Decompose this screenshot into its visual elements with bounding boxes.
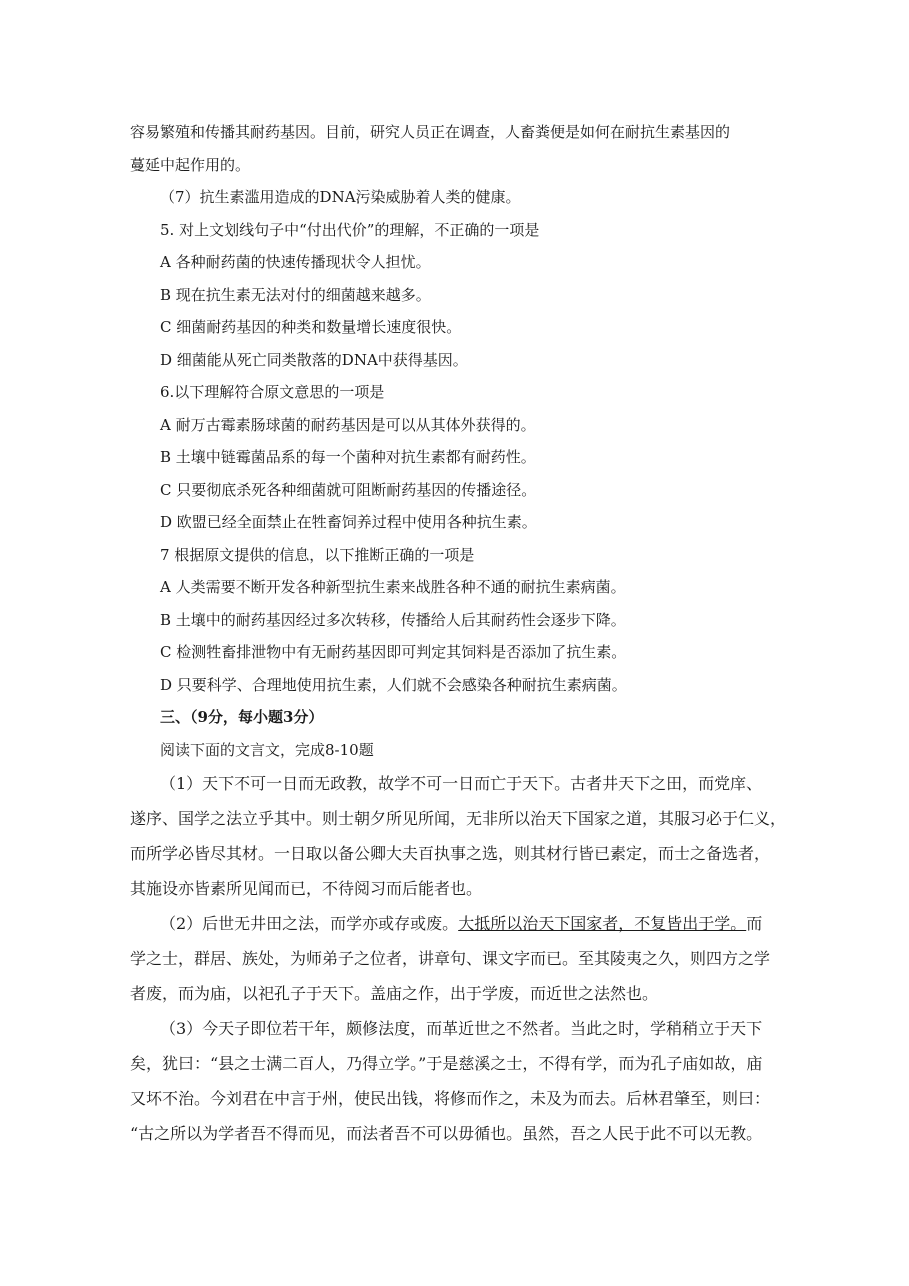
passage-line: 容易繁殖和传播其耐药基因。目前，研究人员正在调查，人畜粪便是如何在耐抗生素基因的 xyxy=(130,123,731,141)
document-page xyxy=(130,116,790,1151)
question-7-option-d: D 只要科学、合理地使用抗生素，人们就不会感染各种耐抗生素病菌。 xyxy=(160,675,627,694)
classical-text: 而 xyxy=(746,914,763,933)
classical-line: “古之所以为学者吾不得而见，而法者吾不可以毋循也。虽然，吾之人民于此不可以无教。 xyxy=(130,1124,763,1143)
question-6-option-b: B 土壤中链霉菌品系的每一个菌种对抗生素都有耐药性。 xyxy=(160,448,536,466)
underlined-sentence: 大抵所以治天下国家者，不复皆出于学。 xyxy=(458,914,747,933)
question-5-stem: 5. 对上文划线句子中“付出代价”的理解，不正确的一项是 xyxy=(160,220,540,239)
question-5-option-c: C 细菌耐药基因的种类和数量增长速度很快。 xyxy=(160,318,462,336)
question-7-option-c: C 检测牲畜排泄物中有无耐药基因即可判定其饲料是否添加了抗生素。 xyxy=(160,643,627,661)
question-7-option-a: A 人类需要不断开发各种新型抗生素来战胜各种不通的耐抗生素病菌。 xyxy=(160,578,626,596)
classical-line: 其施设亦皆素所见闻而已，不待阅习而后能者也。 xyxy=(130,879,483,898)
classical-line: （1）天下不可一日而无政教，故学不可一日而亡于天下。古者井天下之田，而党庠、 xyxy=(160,774,763,793)
classical-line: 矣，犹曰：“县之士满二百人，乃得立学。”于是慈溪之士，不得有学，而为孔子庙如故，庙 xyxy=(130,1054,763,1073)
question-5-option-d: D 细菌能从死亡同类散落的DNA中获得基因。 xyxy=(160,350,468,369)
section-3-instruction: 阅读下面的文言文，完成8-10题 xyxy=(160,740,374,759)
question-5-option-a: A 各种耐药菌的快速传播现状令人担忧。 xyxy=(160,253,431,271)
question-6-stem: 6.以下理解符合原文意思的一项是 xyxy=(160,383,385,401)
classical-line: （3）今天子即位若干年，颇修法度，而革近世之不然者。当此之时，学稍稍立于天下 xyxy=(160,1019,763,1038)
question-6-option-d: D 欧盟已经全面禁止在牲畜饲养过程中使用各种抗生素。 xyxy=(160,513,537,531)
section-3-heading: 三、（9分，每小题3分） xyxy=(160,708,324,726)
passage-item-7: （7）抗生素滥用造成的DNA污染威胁着人类的健康。 xyxy=(160,188,521,206)
question-6-option-a: A 耐万古霉素肠球菌的耐药基因是可以从其体外获得的。 xyxy=(160,415,536,434)
classical-line: 遂序、国学之法立乎其中。则士朝夕所见所闻，无非所以治天下国家之道，其服习必于仁义， xyxy=(130,809,787,828)
classical-paragraph-1 xyxy=(130,766,790,906)
classical-line: 而所学必皆尽其材。一日取以备公卿大夫百执事之选，则其材行皆已素定，而士之备选者， xyxy=(130,844,771,863)
classical-paragraph-3 xyxy=(130,1011,790,1151)
passage-line: 蔓延中起作用的。 xyxy=(130,155,251,174)
classical-line: 者废，而为庙，以祀孔子于天下。盖庙之作，出于学废，而近世之法然也。 xyxy=(130,984,659,1003)
classical-line: 又坏不治。今刘君在中言于州，使民出钱，将修而作之，未及为而去。后林君肇至，则曰： xyxy=(130,1089,771,1108)
classical-text: （2）后世无井田之法，而学亦或存或废。 xyxy=(160,914,459,933)
classical-line: 学之士，群居、族处，为师弟子之位者，讲章句、课文字而已。至其陵夷之久，则四方之学 xyxy=(130,949,771,968)
question-7-option-b: B 土壤中的耐药基因经过多次转移，传播给人后其耐药性会逐步下降。 xyxy=(160,610,626,629)
question-5-option-b: B 现在抗生素无法对付的细菌越来越多。 xyxy=(160,285,431,304)
classical-line xyxy=(130,906,790,941)
classical-paragraph-2 xyxy=(130,906,790,1011)
question-6-option-c: C 只要彻底杀死各种细菌就可阻断耐药基因的传播途径。 xyxy=(160,480,537,499)
question-7-stem: 7 根据原文提供的信息，以下推断正确的一项是 xyxy=(160,545,475,564)
